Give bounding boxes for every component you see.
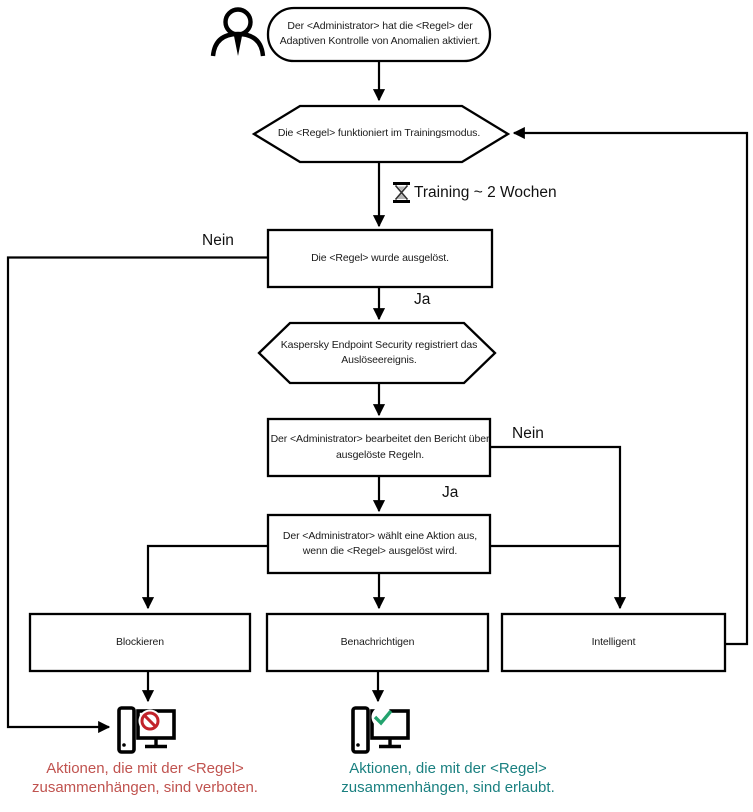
action-block-label: Blockieren <box>115 635 165 648</box>
action-smart-label: Intelligent <box>591 635 636 648</box>
computer-blocked-icon <box>119 708 174 752</box>
action-notify-label: Benachrichtigen <box>340 635 415 648</box>
person-icon <box>213 10 263 57</box>
training-duration-label: Training ~ 2 Wochen <box>414 184 557 201</box>
edge-smart-feedback-to-training <box>514 133 747 644</box>
yes-label-edit-report: Ja <box>442 484 459 501</box>
check-icon <box>372 707 393 728</box>
edge-no-to-smart <box>490 447 620 608</box>
choose-action-label: Der <Administrator> wählt eine Aktion aus, wenn die <Regel> ausgelöst wird. <box>282 529 478 557</box>
outcome-allowed-text: Aktionen, die mit der <Regel> zusammenhängen, sind erlaubt. <box>341 760 555 796</box>
rule-triggered-label: Die <Regel> wurde ausgelöst. <box>311 251 449 264</box>
training-mode-label: Die <Regel> funktioniert im Trainingsmodus. <box>277 127 481 140</box>
outcome-forbidden-text: Aktionen, die mit der <Regel> zusammenhängen, sind verboten. <box>32 760 258 796</box>
register-event-label: Kaspersky Endpoint Security registriert das Auslöseereignis. <box>280 338 478 366</box>
hourglass-icon <box>393 184 410 202</box>
edit-report-label: Der <Administrator> bearbeitet den Bericht über ausgelöste Regeln. <box>270 433 490 461</box>
yes-label-rule-triggered: Ja <box>414 291 431 308</box>
prohibition-icon <box>139 710 162 733</box>
no-label-edit-report: Nein <box>512 425 544 442</box>
start-terminator-label: Der <Administrator> hat die <Regel> der Adaptiven Kontrolle von Anomalien aktiviert. <box>279 19 481 47</box>
edge-choose-to-block <box>148 546 268 608</box>
computer-allowed-icon <box>353 707 408 753</box>
no-label-rule-triggered: Nein <box>202 232 234 249</box>
